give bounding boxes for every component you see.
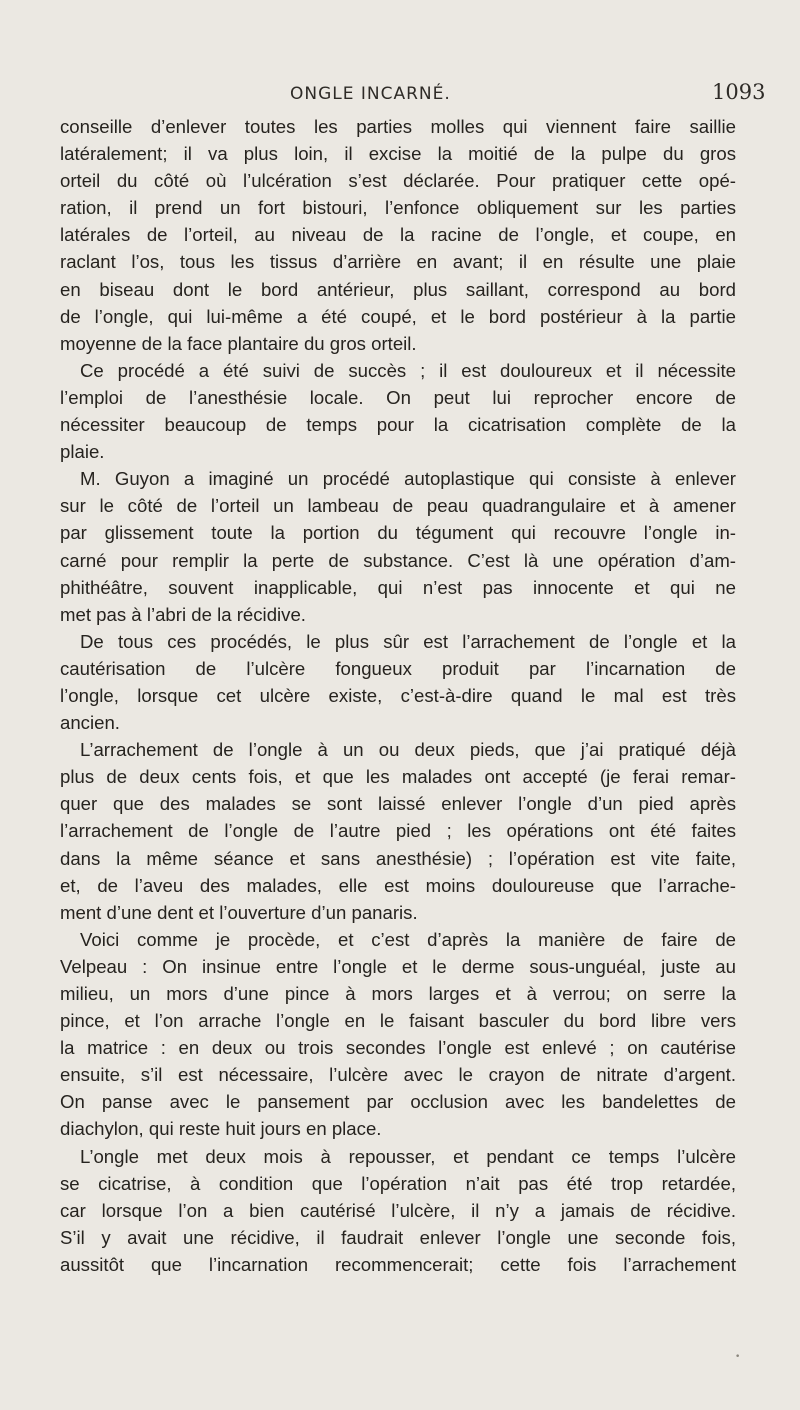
text-line: plus de deux cents fois, et que les malades ont accepté (je ferai remar- — [60, 766, 736, 788]
paper-speck: • — [735, 1352, 741, 1362]
text-line: nécessiter beaucoup de temps pour la cicatrisation complète de la — [60, 414, 736, 436]
text-line: Ce procédé a été suivi de succès ; il est douloureux et il nécessite — [80, 359, 736, 381]
text-line: l’emploi de l’anesthésie locale. On peut lui reprocher encore de — [60, 386, 736, 408]
text-line: M. Guyon a imaginé un procédé autoplastique qui consiste à enlever — [80, 468, 736, 490]
text-line: latéralement; il va plus loin, il excise la moitié de la pulpe du gros — [60, 143, 736, 165]
text-line: L’arrachement de l’ongle à un ou deux pieds, que j’ai pratiqué déjà — [80, 739, 736, 761]
text-line: sur le côté de l’orteil un lambeau de peau quadrangulaire et à amener — [60, 495, 736, 517]
text-line: De tous ces procédés, le plus sûr est l’arrachement de l’ongle et la — [80, 630, 736, 652]
page-header — [0, 80, 800, 110]
text-line: plaie. — [60, 441, 105, 463]
text-line: en biseau dont le bord antérieur, plus saillant, correspond au bord — [60, 278, 736, 300]
text-line: latérales de l’orteil, au niveau de la racine de l’ongle, et coupe, en — [60, 224, 736, 246]
text-line: de l’ongle, qui lui-même a été coupé, et le bord postérieur à la partie — [60, 305, 736, 327]
text-line: et, de l’aveu des malades, elle est moins douloureuse que l’arrache- — [60, 874, 736, 896]
text-line: ment d’une dent et l’ouverture d’un panaris. — [60, 901, 418, 923]
text-line: conseille d’enlever toutes les parties molles qui viennent faire saillie — [60, 116, 736, 137]
running-title: ONGLE INCARNÉ. — [290, 84, 451, 104]
text-line: quer que des malades se sont laissé enlever l’ongle d’un pied après — [60, 793, 736, 815]
text-line: ration, il prend un fort bistouri, l’enfonce obliquement sur les parties — [60, 197, 736, 219]
text-line: se cicatrise, à condition que l’opération n’ait pas été trop retardée, — [60, 1172, 736, 1194]
body-text — [60, 113, 736, 1278]
text-line: dans la même séance et sans anesthésie) ; l’opération est vite faite, — [60, 847, 736, 869]
text-line: car lorsque l’on a bien cautérisé l’ulcère, il n’y a jamais de récidive. — [60, 1199, 736, 1221]
text-line: la matrice : en deux ou trois secondes l’ongle est enlevé ; on cautérise — [60, 1037, 736, 1059]
text-line: Voici comme je procède, et c’est d’après la manière de faire de — [80, 928, 736, 950]
text-line: l’ongle, lorsque cet ulcère existe, c’est-à-dire quand le mal est très — [60, 684, 736, 706]
text-line: orteil du côté où l’ulcération s’est déclarée. Pour pratiquer cette opé- — [60, 170, 736, 192]
text-line: Velpeau : On insinue entre l’ongle et le derme sous-unguéal, juste au — [60, 955, 736, 977]
text-line: carné pour remplir la perte de substance. C’est là une opération d’am- — [60, 549, 736, 571]
page-number: 1093 — [712, 80, 766, 104]
text-line: aussitôt que l’incarnation recommencerait; cette fois l’arrachement — [60, 1253, 736, 1275]
text-line: On panse avec le pansement par occlusion avec les bandelettes de — [60, 1091, 736, 1113]
text-line: moyenne de la face plantaire du gros orteil. — [60, 332, 417, 354]
text-line: l’arrachement de l’ongle de l’autre pied ; les opérations ont été faites — [60, 820, 736, 842]
text-line: S’il y avait une récidive, il faudrait enlever l’ongle une seconde fois, — [60, 1226, 736, 1248]
text-line: pince, et l’on arrache l’ongle en le faisant basculer du bord libre vers — [60, 1010, 736, 1032]
text-line: cautérisation de l’ulcère fongueux produit par l’incarnation de — [60, 657, 736, 679]
text-line: milieu, un mors d’une pince à mors larges et à verrou; on serre la — [60, 983, 736, 1004]
text-line: diachylon, qui reste huit jours en place. — [60, 1118, 382, 1140]
text-line: raclant l’os, tous les tissus d’arrière en avant; il en résulte une plaie — [60, 251, 736, 273]
text-line: par glissement toute la portion du tégument qui recouvre l’ongle in- — [60, 522, 736, 544]
text-line: phithéâtre, souvent inapplicable, qui n’est pas innocente et qui ne — [60, 576, 736, 598]
text-line: ancien. — [60, 712, 120, 734]
text-line: L’ongle met deux mois à repousser, et pendant ce temps l’ulcère — [80, 1145, 736, 1167]
text-line: met pas à l’abri de la récidive. — [60, 603, 306, 625]
text-line: ensuite, s’il est nécessaire, l’ulcère avec le crayon de nitrate d’argent. — [60, 1064, 736, 1086]
